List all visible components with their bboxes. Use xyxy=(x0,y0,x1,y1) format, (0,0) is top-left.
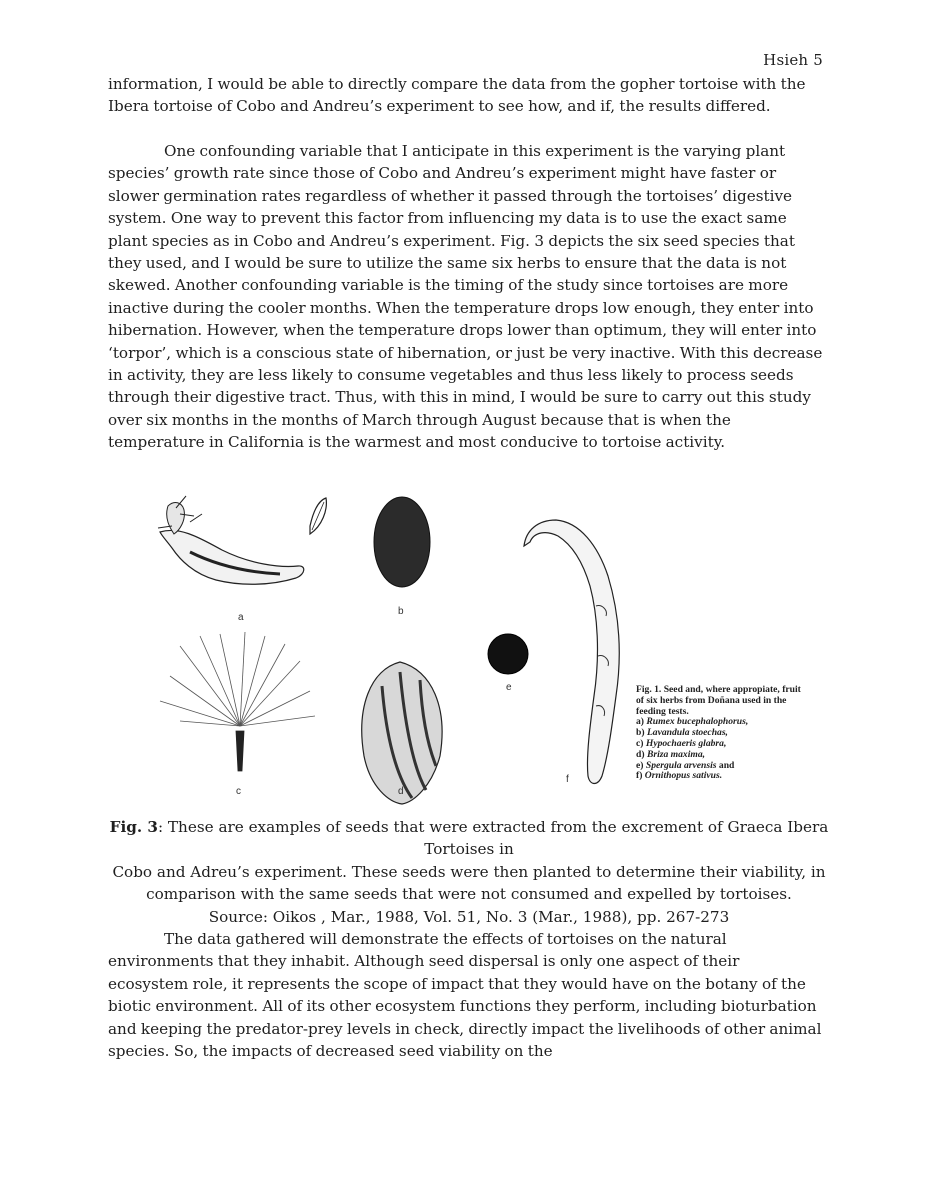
inset-item: e) Spergula arvensis and xyxy=(636,759,735,771)
caption-source: Source: Oikos , Mar., 1988, Vol. 51, No. 3 (Mar., 1988), pp. 267-273 xyxy=(208,907,730,926)
inset-item: c) Hypochaeris glabra, xyxy=(636,737,727,749)
seed-e-illustration xyxy=(488,634,528,674)
seed-figure xyxy=(150,486,800,806)
seed-c-illustration xyxy=(160,632,315,771)
panel-label-a: a xyxy=(238,612,244,623)
figure-caption xyxy=(108,816,830,928)
seed-d-illustration xyxy=(362,662,442,804)
seed-a-illustration xyxy=(158,496,326,584)
panel-label-c: c xyxy=(236,786,241,797)
inset-item: b) Lavandula stoechas, xyxy=(636,727,728,739)
panel-label-b: b xyxy=(398,606,404,617)
paragraph-3: The data gathered will demonstrate the effects of tortoises on the natural environments that they inhabit. Although seed dispersal is only one aspect of their ecosystem role, it represents the scope of impact that they would have on the botany of the biotic environment. All of its other ecosystem functions they perform, including bioturbation and keeping the predator-prey levels in check, directly impact the livelihoods of other animal species. So, the impacts of decreased seed viability on the xyxy=(108,930,822,1061)
figure-inset-caption xyxy=(636,685,801,782)
panel-label-d: d xyxy=(398,786,404,797)
panel-label-f: f xyxy=(566,774,569,785)
inset-intro: Fig. 1. Seed and, where appropiate, fruit of six herbs from Doñana used in the feeding tests. xyxy=(636,684,801,717)
caption-line-3: comparison with the same seeds that were not consumed and expelled by tortoises. xyxy=(146,885,792,904)
inset-item: d) Briza maxima, xyxy=(636,748,706,760)
paragraph-1: information, I would be able to directly compare the data from the gopher tortoise with the Ibera tortoise of Cobo and Andreu’s experiment to see how, and if, the results differed. xyxy=(108,75,806,116)
caption-label: Fig. 3 xyxy=(109,818,158,836)
inset-item: a) Rumex bucephalophorus, xyxy=(636,716,749,728)
panel-label-e: e xyxy=(506,682,512,693)
seed-f-illustration xyxy=(524,520,619,784)
inset-item: f) Ornithopus sativus. xyxy=(636,770,723,782)
caption-line-1: : These are examples of seeds that were extracted from the excrement of Graeca Ibera Tortoises in xyxy=(157,818,829,859)
paragraph-2: One confounding variable that I anticipate in this experiment is the varying plant species’ growth rate since those of Cobo and Andreu’s experiment might have faster or slower germination rates regardless of whether it passed through the tortoises’ digestive system. One way to prevent this factor from influencing my data is to use the exact same plant species as in Cobo and Andreu’s experiment. Fig. 3 depicts the six seed species that they used, and I would be sure to utilize the same six herbs to ensure that the data is not skewed. Another confounding variable is the timing of the study since tortoises are more inactive during the cooler months. When the temperature drops low enough, they enter into hibernation. However, when the temperature drops lower than optimum, they will enter into ‘torpor’, which is a conscious state of hibernation, or just be very inactive. With this decrease in activity, they are less likely to consume vegetables and thus less likely to process seeds through their digestive tract. Thus, with this in mind, I would be sure to carry out this study over six months in the months of March through August because that is when the temperature in California is the warmest and most conducive to tortoise activity. xyxy=(108,142,823,452)
running-head: Hsieh 5 xyxy=(763,51,823,69)
seed-b-illustration xyxy=(374,497,430,587)
caption-line-2: Cobo and Adreu’s experiment. These seeds were then planted to determine their viability, in xyxy=(112,862,826,881)
